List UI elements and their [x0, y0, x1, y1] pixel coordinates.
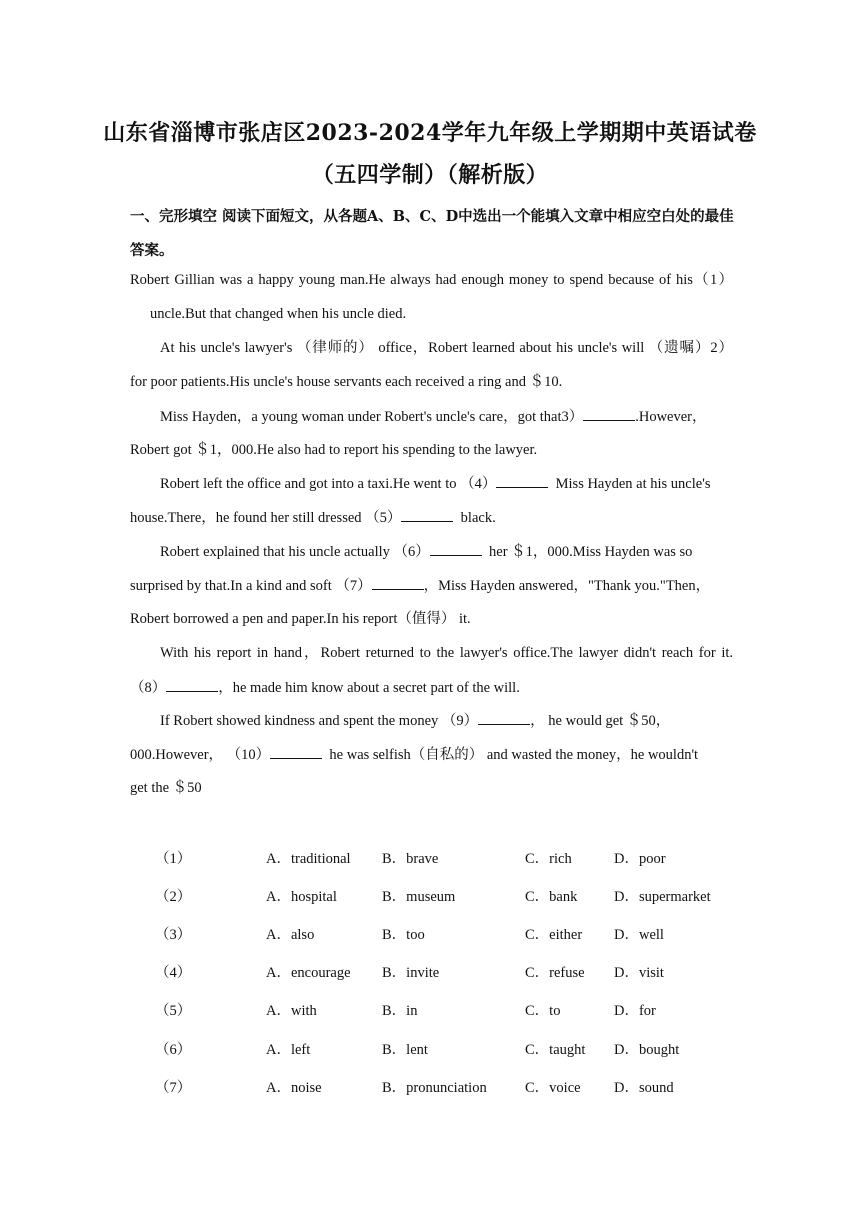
option-a[interactable]: A．hospital — [266, 889, 337, 905]
option-row — [0, 1038, 860, 1060]
passage-line-13 — [130, 677, 520, 698]
option-b[interactable]: B．pronunciation — [382, 1080, 487, 1096]
option-b[interactable]: B．invite — [382, 965, 440, 981]
passage-text: Miss Hayden，a young woman under Robert's uncle's care，got that3） — [160, 409, 584, 425]
option-c[interactable]: C．taught — [525, 1042, 586, 1058]
passage-line-16: get the ＄50 — [130, 780, 202, 796]
passage-text: black. — [460, 510, 496, 526]
option-d[interactable]: D．bought — [614, 1042, 680, 1058]
passage-line-10 — [130, 575, 710, 596]
passage-text: （8） — [130, 680, 167, 696]
blank-7 — [372, 575, 424, 590]
section-heading: 一、完形填空 阅读下面短文，从各题A、B、C、D中选出一个能填入文章中相应空白处的最佳答案。 — [130, 208, 734, 259]
option-b[interactable]: B．museum — [382, 889, 456, 905]
passage-line-8 — [130, 507, 496, 528]
option-b[interactable]: B．too — [382, 927, 425, 943]
option-c[interactable]: C．bank — [525, 889, 578, 905]
blank-8 — [166, 677, 218, 692]
passage-line-5 — [160, 406, 707, 427]
option-d[interactable]: D．well — [614, 927, 664, 943]
blank-4 — [496, 473, 548, 488]
passage-line-15 — [130, 744, 698, 765]
blank-5 — [401, 507, 453, 522]
option-a[interactable]: A．with — [266, 1003, 317, 1019]
option-d[interactable]: D．poor — [614, 851, 666, 867]
option-c[interactable]: C．refuse — [525, 965, 585, 981]
option-c[interactable]: C．rich — [525, 851, 572, 867]
passage-text: Robert left the office and got into a taxi.He went to （4） — [160, 476, 497, 492]
document-title-line-2: （五四学制）（解析版） — [311, 162, 549, 188]
passage-text: Miss Hayden at his uncle's — [555, 476, 711, 492]
passage-line-6: Robert got ＄1，000.He also had to report his spending to the lawyer. — [130, 442, 538, 458]
option-b[interactable]: B．lent — [382, 1042, 428, 1058]
option-d[interactable]: D．visit — [614, 965, 664, 981]
passage-line-11: Robert borrowed a pen and paper.In his report（值得） it. — [130, 611, 471, 627]
option-row — [0, 999, 860, 1021]
blank-6 — [430, 541, 482, 556]
passage-text: 000.However， （10） — [130, 747, 271, 763]
question-number: （3） — [155, 927, 192, 943]
passage-line-3: At his uncle's lawyer's （律师的） office，Robert learned about his uncle's will （遗嘱）2） — [160, 340, 733, 356]
option-row — [0, 961, 860, 983]
passage-text: ，Miss Hayden answered，"Thank you."Then， — [423, 578, 711, 594]
passage-line-2: uncle.But that changed when his uncle died. — [150, 306, 407, 322]
passage-line-14 — [160, 710, 670, 731]
passage-line-4: for poor patients.His uncle's house servants each received a ring and ＄10. — [130, 374, 563, 390]
blank-3 — [583, 406, 635, 421]
passage-line-1: Robert Gillian was a happy young man.He always had enough money to spend because of his（1） — [130, 272, 733, 288]
question-number: （1） — [155, 851, 192, 867]
blank-10 — [270, 744, 322, 759]
question-number: （6） — [155, 1042, 192, 1058]
option-c[interactable]: C．voice — [525, 1080, 581, 1096]
option-d[interactable]: D．for — [614, 1003, 656, 1019]
option-a[interactable]: A．also — [266, 927, 315, 943]
passage-text: Robert explained that his uncle actually （6） — [160, 544, 430, 560]
passage-line-7 — [160, 473, 710, 494]
option-a[interactable]: A．encourage — [266, 965, 351, 981]
option-c[interactable]: C．either — [525, 927, 583, 943]
passage-line-12: With his report in hand，Robert returned to the lawyer's office.The lawyer didn't reach for it. — [160, 645, 733, 661]
document-title-line-1: 山东省淄博市张店区2023-2024学年九年级上学期期中英语试卷 — [103, 120, 757, 146]
option-c[interactable]: C．to — [525, 1003, 561, 1019]
passage-text: ， he would get ＄50， — [530, 713, 671, 729]
blank-9 — [478, 710, 530, 725]
option-a[interactable]: A．left — [266, 1042, 311, 1058]
question-number: （5） — [155, 1003, 192, 1019]
option-row — [0, 885, 860, 907]
question-number: （4） — [155, 965, 192, 981]
passage-text: her ＄1，000.Miss Hayden was so — [489, 544, 693, 560]
passage-text: If Robert showed kindness and spent the money （9） — [160, 713, 479, 729]
option-d[interactable]: D．sound — [614, 1080, 674, 1096]
option-a[interactable]: A．noise — [266, 1080, 322, 1096]
option-d[interactable]: D．supermarket — [614, 889, 711, 905]
passage-text: house.There，he found her still dressed （5） — [130, 510, 402, 526]
passage-text: ，he made him know about a secret part of the will. — [218, 680, 520, 696]
passage-text: he was selfish（自私的） and wasted the money，he wouldn't — [329, 747, 699, 763]
question-number: （2） — [155, 889, 192, 905]
option-b[interactable]: B．brave — [382, 851, 439, 867]
passage-text: surprised by that.In a kind and soft （7） — [130, 578, 372, 594]
option-b[interactable]: B．in — [382, 1003, 418, 1019]
option-row — [0, 1076, 860, 1098]
option-row — [0, 847, 860, 869]
passage-text: .However， — [635, 409, 707, 425]
option-row — [0, 923, 860, 945]
option-a[interactable]: A．traditional — [266, 851, 351, 867]
question-number: （7） — [155, 1080, 192, 1096]
passage-line-9 — [160, 541, 692, 562]
